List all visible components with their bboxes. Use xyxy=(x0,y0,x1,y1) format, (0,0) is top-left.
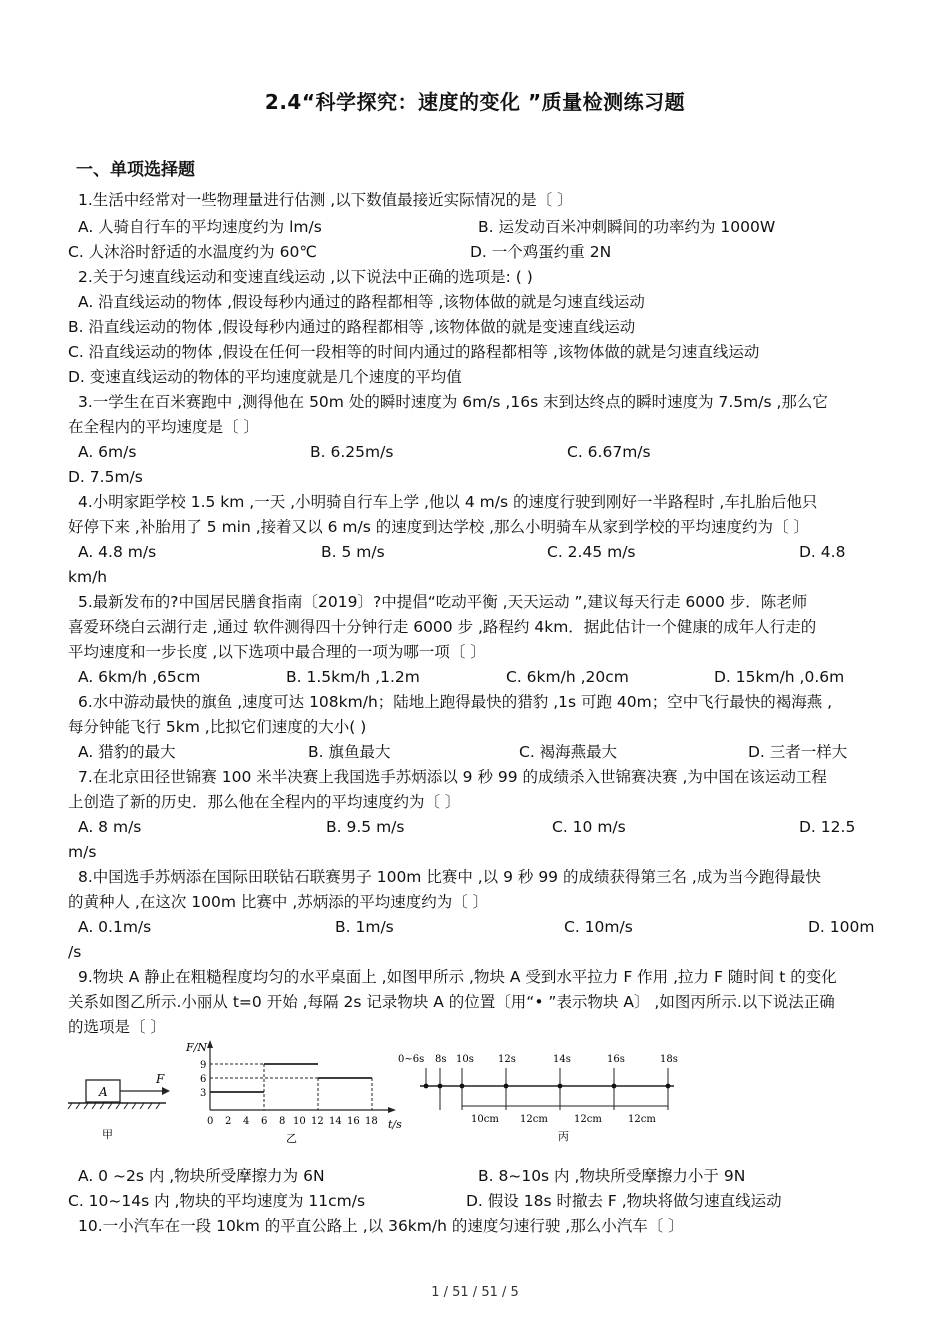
time-label-8s: 8s xyxy=(435,1054,447,1065)
q2-option-b: B. 沿直线运动的物体 ,假设每秒内通过的路程都相等 ,该物体做的就是变速直线运动 xyxy=(68,318,636,336)
page-footer: 1 / 51 / 51 / 5 xyxy=(431,1285,519,1300)
figure-bing-position-track xyxy=(398,1046,698,1146)
caption-jia: 甲 xyxy=(102,1128,113,1141)
question-1-text: 1.生活中经常对一些物理量进行估测 ,以下数值最接近实际情况的是〔 〕 xyxy=(78,191,573,209)
q5-option-a: A. 6km/h ,65cm xyxy=(78,668,201,686)
q2-option-c: C. 沿直线运动的物体 ,假设在任何一段相等的时间内通过的路程都相等 ,该物体做的就是匀速直线运动 xyxy=(68,343,760,361)
x-tick-12: 12 xyxy=(311,1116,324,1127)
q1-option-a: A. 人骑自行车的平均速度约为 lm/s xyxy=(78,218,322,236)
question-3-text-line1: 3.一学生在百米赛跑中 ,测得他在 50m 处的瞬时速度为 6m/s ,16s 末到达终点的瞬时速度为 7.5m/s ,那么它 xyxy=(78,393,828,411)
q8-option-b: B. 1m/s xyxy=(335,918,394,936)
force-label: F xyxy=(156,1072,165,1086)
figure-jia xyxy=(66,1068,178,1144)
x-tick-14: 14 xyxy=(329,1116,342,1127)
question-10-text: 10.一小汽车在一段 10km 的平直公路上 ,以 36km/h 的速度匀速行驶 ,那么小汽车〔 〕 xyxy=(78,1217,684,1235)
q5-option-b: B. 1.5km/h ,1.2m xyxy=(286,668,420,686)
document-title: 2.4“科学探究：速度的变化 ”质量检测练习题 xyxy=(264,90,686,114)
q1-option-d: D. 一个鸡蛋约重 2N xyxy=(470,243,612,261)
question-7-text-line2: 上创造了新的历史．那么他在全程内的平均速度约为〔 〕 xyxy=(68,793,461,811)
question-5-text-line2: 喜爱环绕白云湖行走 ,通过 软件测得四十分钟行走 6000 步 ,路程约 4km．据此估计一个健康的成年人行走的 xyxy=(68,618,817,636)
x-tick-0: 0 xyxy=(207,1116,214,1127)
figure-yi-force-time-graph xyxy=(182,1038,406,1148)
x-tick-6: 6 xyxy=(261,1116,268,1127)
q8-option-d: D. 100m xyxy=(808,918,875,936)
question-5-text-line3: 平均速度和一步长度 ,以下选项中最合理的一项为哪一项〔 〕 xyxy=(68,643,486,661)
q8-option-c: C. 10m/s xyxy=(564,918,633,936)
q4-option-c: C. 2.45 m/s xyxy=(547,543,636,561)
question-4-text-line1: 4.小明家距学校 1.5 km ,一天 ,小明骑自行车上学 ,他以 4 m/s 的速度行驶到刚好一半路程时 ,车扎胎后他只 xyxy=(78,493,818,511)
y-tick-9: 9 xyxy=(200,1060,207,1071)
q3-option-d: D. 7.5m/s xyxy=(68,468,143,486)
caption-yi: 乙 xyxy=(286,1132,297,1145)
q4-option-b: B. 5 m/s xyxy=(321,543,385,561)
q9-option-b: B. 8~10s 内 ,物块所受摩擦力小于 9N xyxy=(478,1167,746,1185)
block-a-label: A xyxy=(99,1085,108,1099)
question-5-text-line1: 5.最新发布的?中国居民膳食指南〔2019〕?中提倡“吃动平衡 ,天天运动 ”,建议每天行走 6000 步．陈老师 xyxy=(78,593,808,611)
q3-option-a: A. 6m/s xyxy=(78,443,137,461)
q7-option-b: B. 9.5 m/s xyxy=(326,818,405,836)
q9-option-d: D. 假设 18s 时撤去 F ,物块将做匀速直线运动 xyxy=(466,1192,782,1210)
q4-option-a: A. 4.8 m/s xyxy=(78,543,157,561)
x-tick-4: 4 xyxy=(243,1116,250,1127)
section-heading: 一、单项选择题 xyxy=(76,160,195,180)
question-2-text: 2.关于匀速直线运动和变速直线运动 ,以下说法中正确的选项是: ( ) xyxy=(78,268,533,286)
y-tick-6: 6 xyxy=(200,1074,207,1085)
time-label-0-6s: 0~6s xyxy=(398,1054,425,1065)
y-axis-label: F/N xyxy=(186,1041,207,1054)
distance-label-3: 12cm xyxy=(574,1114,602,1125)
q4-option-d: D. 4.8 xyxy=(799,543,846,561)
question-6-text-line1: 6.水中游动最快的旗鱼 ,速度可达 108km/h；陆地上跑得最快的猎豹 ,1s 可跑 40m；空中飞行最快的褐海燕 , xyxy=(78,693,833,711)
x-axis-label: t/s xyxy=(388,1118,402,1131)
q3-option-c: C. 6.67m/s xyxy=(567,443,651,461)
time-label-10s: 10s xyxy=(456,1054,474,1065)
caption-bing: 丙 xyxy=(558,1130,569,1143)
q7-option-d: D. 12.5 xyxy=(799,818,856,836)
x-tick-16: 16 xyxy=(347,1116,360,1127)
question-9-text-line3: 的选项是〔 〕 xyxy=(68,1018,166,1036)
q8-option-a: A. 0.1m/s xyxy=(78,918,152,936)
q9-option-a: A. 0 ~2s 内 ,物块所受摩擦力为 6N xyxy=(78,1167,325,1185)
q7-option-d-unit: m/s xyxy=(68,843,97,861)
q5-option-c: C. 6km/h ,20cm xyxy=(506,668,629,686)
q5-option-d: D. 15km/h ,0.6m xyxy=(714,668,845,686)
q7-option-c: C. 10 m/s xyxy=(552,818,626,836)
q6-option-c: C. 褐海燕最大 xyxy=(519,743,618,761)
distance-label-1: 10cm xyxy=(471,1114,499,1125)
distance-label-2: 12cm xyxy=(520,1114,548,1125)
time-label-16s: 16s xyxy=(607,1054,625,1065)
q1-option-b: B. 运发动百米冲刺瞬间的功率约为 1000W xyxy=(478,218,776,236)
q7-option-a: A. 8 m/s xyxy=(78,818,142,836)
q3-option-b: B. 6.25m/s xyxy=(310,443,394,461)
question-4-text-line2: 好停下来 ,补胎用了 5 min ,接着又以 6 m/s 的速度到达学校 ,那么小明骑车从家到学校的平均速度约为〔 〕 xyxy=(68,518,809,536)
time-label-14s: 14s xyxy=(553,1054,571,1065)
x-tick-18: 18 xyxy=(365,1116,378,1127)
x-tick-2: 2 xyxy=(225,1116,232,1127)
q6-option-a: A. 猎豹的最大 xyxy=(78,743,176,761)
q6-option-d: D. 三者一样大 xyxy=(748,743,848,761)
question-8-text-line1: 8.中国选手苏炳添在国际田联钻石联赛男子 100m 比赛中 ,以 9 秒 99 的成绩获得第三名 ,成为当今跑得最快 xyxy=(78,868,821,886)
q2-option-d: D. 变速直线运动的物体的平均速度就是几个速度的平均值 xyxy=(68,368,462,386)
question-9-text-line2: 关系如图乙所示.小丽从 t=0 开始 ,每隔 2s 记录物块 A 的位置〔用“• ”表示物块 A〕 ,如图丙所示.以下说法正确 xyxy=(68,993,835,1011)
distance-label-4: 12cm xyxy=(628,1114,656,1125)
q9-option-c: C. 10~14s 内 ,物块的平均速度为 11cm/s xyxy=(68,1192,366,1210)
q2-option-a: A. 沿直线运动的物体 ,假设每秒内通过的路程都相等 ,该物体做的就是匀速直线运动 xyxy=(78,293,645,311)
q6-option-b: B. 旗鱼最大 xyxy=(308,743,391,761)
q1-option-c: C. 人沐浴时舒适的水温度约为 60℃ xyxy=(68,243,317,261)
x-tick-10: 10 xyxy=(293,1116,306,1127)
q4-option-d-unit: km/h xyxy=(68,568,108,586)
time-label-18s: 18s xyxy=(660,1054,678,1065)
x-tick-8: 8 xyxy=(279,1116,286,1127)
time-label-12s: 12s xyxy=(498,1054,516,1065)
q8-option-d-unit: /s xyxy=(68,943,82,961)
question-8-text-line2: 的黄种人 ,在这次 100m 比赛中 ,苏炳添的平均速度约为〔 〕 xyxy=(68,893,489,911)
y-tick-3: 3 xyxy=(200,1088,207,1099)
question-9-text-line1: 9.物块 A 静止在粗糙程度均匀的水平桌面上 ,如图甲所示 ,物块 A 受到水平拉力 F 作用 ,拉力 F 随时间 t 的变化 xyxy=(78,968,837,986)
question-3-text-line2: 在全程内的平均速度是〔 〕 xyxy=(68,418,259,436)
question-6-text-line2: 每分钟能飞行 5km ,比拟它们速度的大小( ) xyxy=(68,718,367,736)
question-7-text-line1: 7.在北京田径世锦赛 100 米半决赛上我国选手苏炳添以 9 秒 99 的成绩杀入世锦赛决赛 ,为中国在该运动工程 xyxy=(78,768,827,786)
